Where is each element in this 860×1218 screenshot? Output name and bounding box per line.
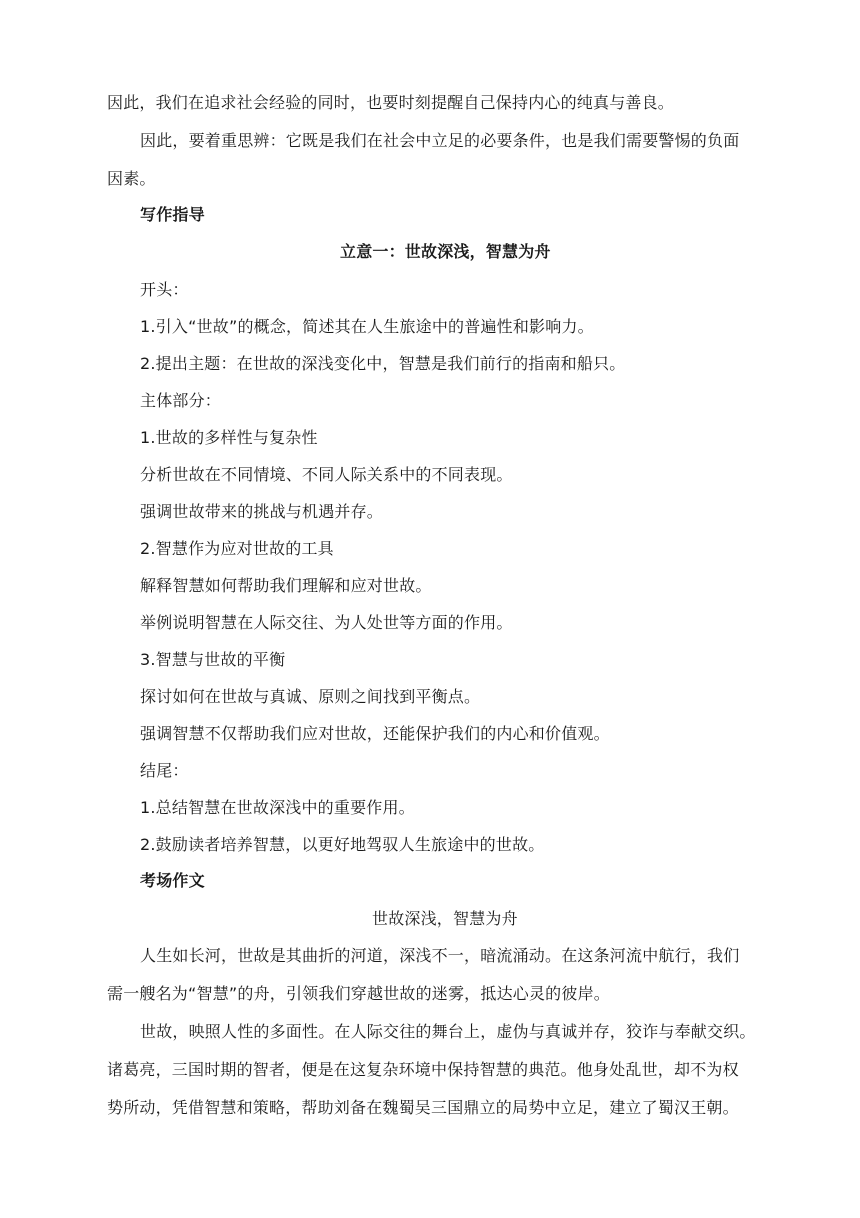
heading-idea-one: 立意一：世故深浅，智慧为舟: [340, 242, 551, 261]
essay-paragraph-1-line-1: 人生如长河，世故是其曲折的河道，深浅不一，暗流涌动。在这条河流中航行，我们: [140, 946, 740, 965]
essay-title: 世故深浅，智慧为舟: [372, 909, 518, 928]
body-point-2b: 举例说明智慧在人际交往、为人处世等方面的作用。: [140, 613, 513, 632]
paragraph-conclusion-2-line-2: 因素。: [107, 169, 156, 188]
essay-paragraph-1-line-2: 需一艘名为“智慧”的舟，引领我们穿越世故的迷雾，抵达心灵的彼岸。: [107, 984, 610, 1003]
body-point-2: 2.智慧作为应对世故的工具: [140, 539, 334, 558]
paragraph-conclusion-2-line-1: 因此，要着重思辨：它既是我们在社会中立足的必要条件，也是我们需要警惕的负面: [140, 131, 740, 150]
heading-exam-essay: 考场作文: [140, 871, 205, 890]
body-point-3a: 探讨如何在世故与真诚、原则之间找到平衡点。: [140, 687, 481, 706]
opening-point-2: 2.提出主题：在世故的深浅变化中，智慧是我们前行的指南和船只。: [140, 354, 626, 373]
body-point-2a: 解释智慧如何帮助我们理解和应对世故。: [140, 576, 432, 595]
opening-point-1: 1.引入“世故”的概念，简述其在人生旅途中的普遍性和影响力。: [140, 317, 594, 336]
paragraph-conclusion-1: 因此，我们在追求社会经验的同时，也要时刻提醒自己保持内心的纯真与善良。: [107, 93, 675, 112]
essay-paragraph-2-line-2: 诸葛亮，三国时期的智者，便是在这复杂环境中保持智慧的典范。他身处乱世，却不为权: [107, 1060, 739, 1079]
section-ending-label: 结尾：: [140, 761, 189, 780]
section-body-label: 主体部分：: [140, 391, 222, 410]
body-point-3b: 强调智慧不仅帮助我们应对世故，还能保护我们的内心和价值观。: [140, 724, 610, 743]
body-point-1: 1.世故的多样性与复杂性: [140, 428, 318, 447]
ending-point-2: 2.鼓励读者培养智慧，以更好地驾驭人生旅途中的世故。: [140, 835, 545, 854]
body-point-1b: 强调世故带来的挑战与机遇并存。: [140, 502, 384, 521]
body-point-1a: 分析世故在不同情境、不同人际关系中的不同表现。: [140, 465, 513, 484]
essay-paragraph-2-line-1: 世故，映照人性的多面性。在人际交往的舞台上，虚伪与真诚并存，狡诈与奉献交织。: [140, 1022, 756, 1041]
ending-point-1: 1.总结智慧在世故深浅中的重要作用。: [140, 798, 415, 817]
heading-writing-guide: 写作指导: [140, 205, 205, 224]
section-opening-label: 开头：: [140, 280, 189, 299]
body-point-3: 3.智慧与世故的平衡: [140, 650, 286, 669]
essay-paragraph-2-line-3: 势所动，凭借智慧和策略，帮助刘备在魏蜀吴三国鼎立的局势中立足，建立了蜀汉王朝。: [107, 1098, 739, 1117]
